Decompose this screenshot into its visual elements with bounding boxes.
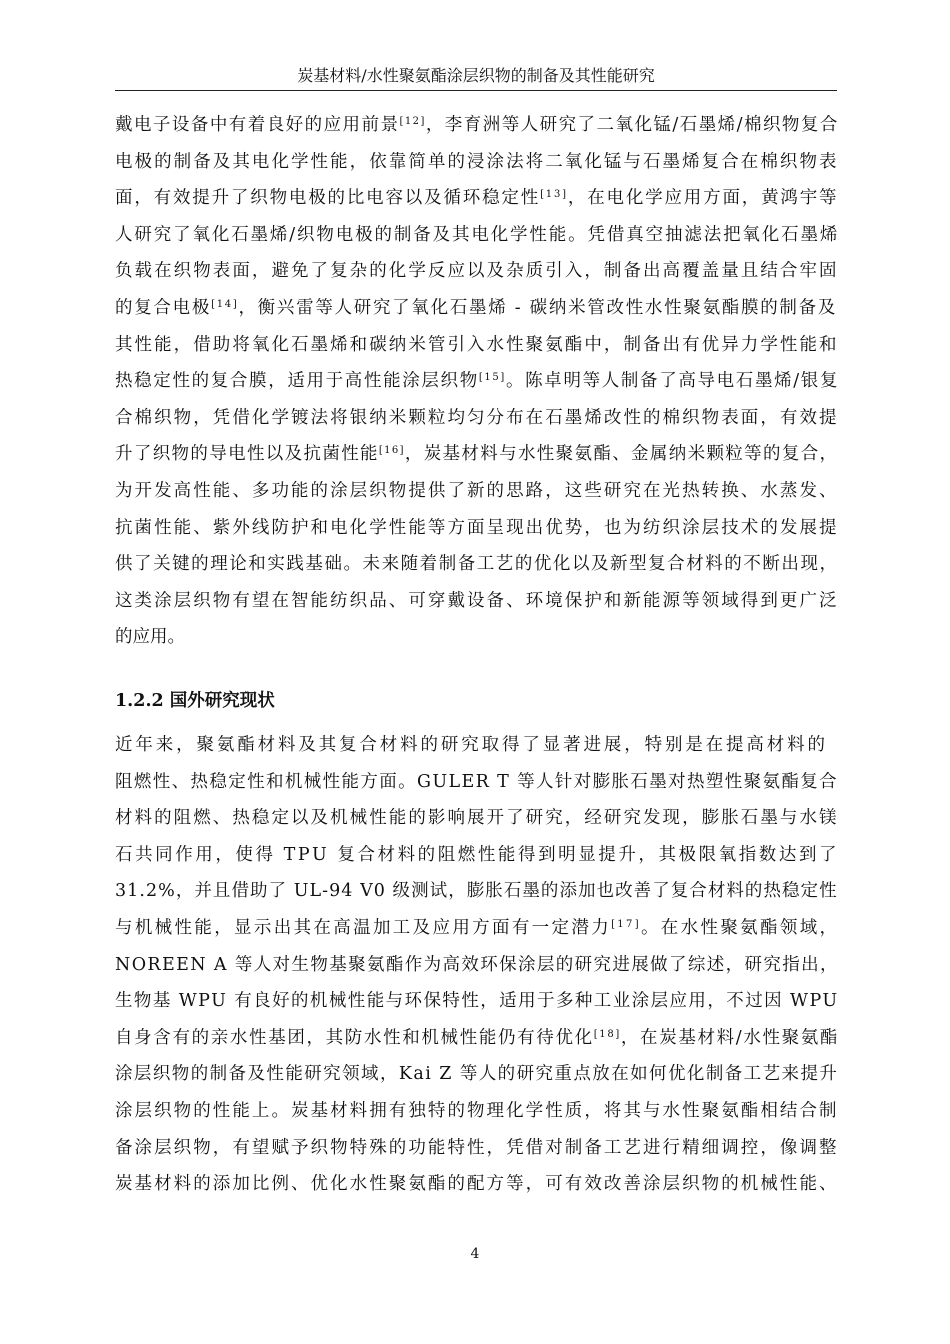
text-segment: 涂层织物的性能上。炭基材料拥有独特的物理化学性质，将其与水性聚氨酯相结合制 [115,1101,839,1121]
text-line [115,406,839,430]
text-line [115,843,839,867]
section-heading: 1.2.2 国外研究现状 [115,691,275,711]
text-line [115,733,828,757]
text-line [115,625,185,649]
text-segment: 与机械性能，显示出其在高温加工及应用方面有一定潜力 [115,918,612,938]
text-line [115,479,839,503]
text-segment: 。陈卓明等人制备了高导电石墨烯/银复 [506,371,840,392]
citation-ref: [18] [593,1028,621,1040]
running-header-title: 炭基材料/水性聚氨酯涂层织物的制备及其性能研究 [297,66,655,85]
text-segment: 抗菌性能、紫外线防护和电化学性能等方面呈现出优势，也为纺织涂层技术的发展提 [115,517,839,538]
text-segment: 生物基 WPU 有良好的机械性能与环保特性，适用于多种工业涂层应用，不过因 WPU [115,991,839,1012]
text-line [115,1026,839,1050]
page-number: 4 [470,1246,480,1262]
text-segment: 负载在织物表面，避免了复杂的化学反应以及杂质引入，制备出高覆盖量且结合牢固 [115,261,839,282]
citation-ref: [13] [540,189,568,201]
text-segment: 为开发高性能、多功能的涂层织物提供了新的思路，这些研究在光热转换、水蒸发、 [115,481,839,501]
text-line [115,442,838,466]
text-segment: 炭基材料的添加比例、优化水性聚氨酯的配方等，可有效改善涂层织物的机械性能、 [115,1174,839,1195]
text-segment: ，李育洲等人研究了二氧化锰/石墨烯/棉织物复合 [425,115,839,135]
citation-ref: [12] [399,116,426,127]
text-segment: 的应用。 [115,627,185,648]
text-segment: 热稳定性的复合膜，适用于高性能涂层织物 [115,371,479,392]
text-segment: 涂层织物的制备及性能研究领域，Kai Z 等人的研究重点放在如何优化制备工艺来提升 [115,1064,839,1085]
text-line [115,879,838,903]
text-line [115,333,839,357]
text-segment: 近年来，聚氨酯材料及其复合材料的研究取得了显著进展，特别是在提高材料的 [115,735,828,755]
text-line [115,589,839,613]
text-line [115,113,839,137]
text-segment: 自身含有的亲水性基团，其防水性和机械性能仍有待优化 [115,1027,594,1048]
text-line [115,1172,839,1196]
text-segment: 面，有效提升了织物电极的比电容以及循环稳定性 [115,188,541,209]
text-line [115,989,839,1013]
text-segment: 其性能，借助将氧化石墨烯和碳纳米管引入水性聚氨酯中，制备出有优异力学性能和 [115,334,839,355]
text-segment: 升了织物的导电性以及抗菌性能 [115,444,379,465]
text-segment: 戴电子设备中有着良好的应用前景 [115,115,400,135]
text-line [115,296,837,320]
text-segment: 阻燃性、热稳定性和机械性能方面。GULER T 等人针对膨胀石墨对热塑性聚氨酯复合 [115,771,838,792]
text-line [115,259,839,283]
text-segment: NOREEN A 等人对生物基聚氨酯作为高效环保涂层的研究进展做了综述，研究指出， [115,954,839,975]
text-line [115,1099,839,1123]
text-segment: 材料的阻燃、热稳定以及机械性能的影响展开了研究，经研究发现，膨胀石墨与水镁 [115,808,839,829]
text-line [115,369,839,393]
text-segment: 合棉织物，凭借化学镀法将银纳米颗粒均匀分布在石墨烯改性的棉织物表面，有效提 [115,407,839,428]
text-segment: 31.2%，并且借助了 UL-94 V0 级测试，膨胀石墨的添加也改善了复合材料的热稳定性 [115,881,838,902]
citation-ref: [17] [611,919,641,930]
text-line [115,186,838,210]
text-line [115,953,839,977]
text-line [115,916,839,940]
text-line [115,552,839,576]
text-line [115,150,839,174]
citation-ref: [15] [478,372,506,384]
text-line [115,1136,839,1160]
text-segment: 人研究了氧化石墨烯/织物电极的制备及其电化学性能。凭借真空抽滤法把氧化石墨烯 [115,224,840,245]
text-segment: 供了关键的理论和实践基础。未来随着制备工艺的优化以及新型复合材料的不断出现， [115,554,839,575]
text-line [115,1062,838,1086]
text-segment: ，衡兴雷等人研究了氧化石墨烯 - 碳纳米管改性水性聚氨酯膜的制备及 [238,298,838,318]
text-segment: 电极的制备及其电化学性能，依靠简单的浸涂法将二氧化锰与石墨烯复合在棉织物表 [115,151,839,172]
text-line [115,516,839,540]
text-segment: ，在炭基材料/水性聚氨酯 [620,1027,840,1048]
citation-ref: [16] [378,445,405,457]
text-segment: 。在水性聚氨酯领域， [640,918,840,938]
text-segment: 石共同作用，使得 TPU 复合材料的阻燃性能得到明显提升，其极限氧指数达到了 [115,844,840,865]
text-line [115,223,839,247]
text-segment: ，炭基材料与水性聚氨酯、金属纳米颗粒等的复合， [404,444,839,465]
text-segment: ，在电化学应用方面，黄鸿宇等 [567,188,839,209]
text-segment: 的复合电极 [115,298,212,318]
text-segment: 备涂层织物，有望赋予织物特殊的功能特性，凭借对制备工艺进行精细调控，像调整 [115,1137,839,1158]
text-line [115,770,838,794]
running-header [115,62,837,91]
text-line [115,806,839,830]
text-segment: 这类涂层织物有望在智能纺织品、可穿戴设备、环境保护和新能源等领域得到更广泛 [115,590,839,611]
citation-ref: [14] [211,299,239,310]
